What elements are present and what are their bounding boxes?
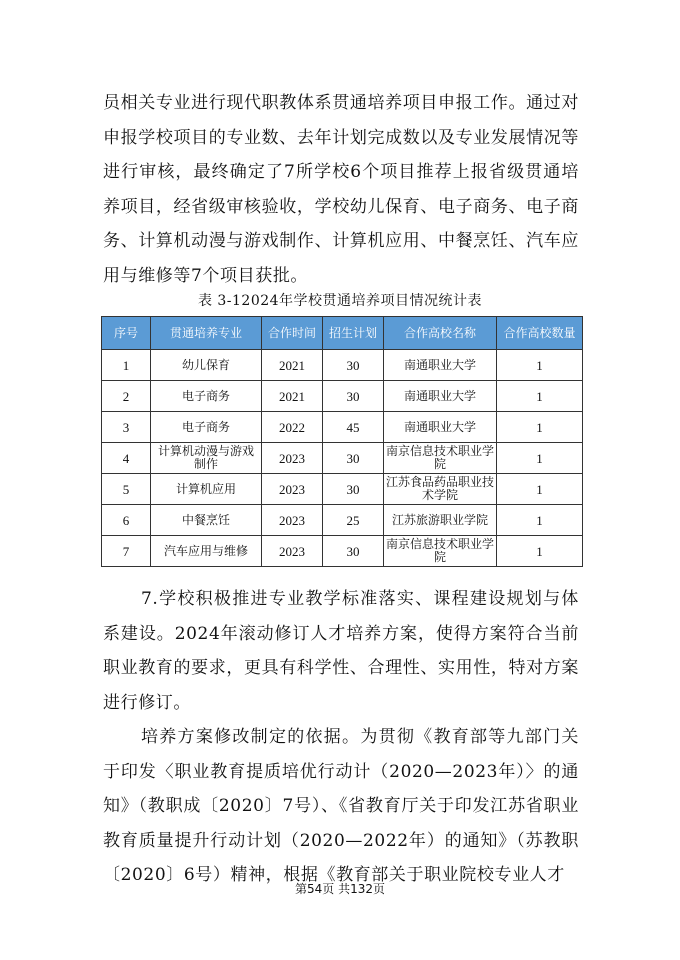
paragraph-project-approval: 员相关专业进行现代职教体系贯通培养项目申报工作。通过对申报学校项目的专业数、去年计划完成数以及专业发展情况等进行审核，最终确定了7所学校6个项目推荐上报省级贯通培养项目，经省级审核验收，学校幼儿保育、电子商务、电子商务、计算机动漫与游戏制作、计算机应用、中餐烹饪、汽车应用与维修等7个项目获批。 <box>103 93 579 286</box>
table-caption: 表 3-12024年学校贯通培养项目情况统计表 <box>197 293 483 309</box>
table-row <box>102 474 583 505</box>
header-index: 序号 <box>102 317 151 350</box>
cell-year: 2021 <box>262 381 323 412</box>
cell-enrollment: 30 <box>323 381 384 412</box>
cell-enrollment: 30 <box>323 350 384 381</box>
cell-major: 电子商务 <box>151 381 262 412</box>
table-row <box>102 350 583 381</box>
cell-index: 3 <box>102 412 151 443</box>
table-row <box>102 536 583 567</box>
cell-partner-count: 1 <box>497 412 583 443</box>
cell-major: 汽车应用与维修 <box>151 536 262 567</box>
cell-index: 6 <box>102 505 151 536</box>
cell-index: 7 <box>102 536 151 567</box>
cell-partner: 南通职业大学 <box>384 350 497 381</box>
cell-partner: 南京信息技术职业学院 <box>384 443 497 474</box>
program-stats-table <box>101 316 583 567</box>
paragraph-curriculum-reform: 7.学校积极推进专业教学标准落实、课程建设规划与体系建设。2024年滚动修订人才培养方案，使得方案符合当前职业教育的要求，更具有科学性、合理性、实用性，特对方案进行修订。 <box>103 589 579 713</box>
paragraph-training-plan-basis: 培养方案修改制定的依据。为贯彻《教育部等九部门关于印发〈职业教育提质培优行动计（2020—2023年）〉的通知》（教职成〔2020〕7号）、《省教育厅关于印发江苏省职业教育质量提升行动计划（2020—2022年）的通知》（苏教职〔2020〕6号）精神，根据《教育部关于职业院校专业人才 <box>103 727 579 886</box>
header-major: 贯通培养专业 <box>151 317 262 350</box>
cell-partner: 南京信息技术职业学院 <box>384 536 497 567</box>
cell-year: 2021 <box>262 350 323 381</box>
table-row <box>102 443 583 474</box>
header-enrollment: 招生计划 <box>323 317 384 350</box>
cell-partner-count: 1 <box>497 443 583 474</box>
cell-enrollment: 30 <box>323 443 384 474</box>
cell-partner: 江苏旅游职业学院 <box>384 505 497 536</box>
cell-index: 2 <box>102 381 151 412</box>
cell-major: 幼儿保育 <box>151 350 262 381</box>
cell-year: 2023 <box>262 536 323 567</box>
cell-partner-count: 1 <box>497 381 583 412</box>
cell-year: 2023 <box>262 474 323 505</box>
header-partner-count: 合作高校数量 <box>497 317 583 350</box>
table-row <box>102 381 583 412</box>
cell-partner-count: 1 <box>497 350 583 381</box>
cell-year: 2022 <box>262 412 323 443</box>
cell-partner-count: 1 <box>497 474 583 505</box>
cell-index: 5 <box>102 474 151 505</box>
cell-enrollment: 45 <box>323 412 384 443</box>
cell-enrollment: 30 <box>323 536 384 567</box>
cell-partner: 江苏食品药品职业技术学院 <box>384 474 497 505</box>
cell-year: 2023 <box>262 443 323 474</box>
cell-year: 2023 <box>262 505 323 536</box>
cell-partner-count: 1 <box>497 505 583 536</box>
header-partner: 合作高校名称 <box>384 317 497 350</box>
cell-major: 中餐烹饪 <box>151 505 262 536</box>
table-row <box>102 412 583 443</box>
cell-enrollment: 30 <box>323 474 384 505</box>
table-row <box>102 505 583 536</box>
cell-partner: 南通职业大学 <box>384 381 497 412</box>
cell-major: 计算机动漫与游戏制作 <box>151 443 262 474</box>
cell-major: 计算机应用 <box>151 474 262 505</box>
cell-partner-count: 1 <box>497 536 583 567</box>
cell-enrollment: 25 <box>323 505 384 536</box>
page-number-footer: 第54页 共132页 <box>295 882 385 896</box>
cell-index: 1 <box>102 350 151 381</box>
cell-index: 4 <box>102 443 151 474</box>
table-header-row <box>102 317 583 350</box>
header-year: 合作时间 <box>262 317 323 350</box>
cell-major: 电子商务 <box>151 412 262 443</box>
cell-partner: 南通职业大学 <box>384 412 497 443</box>
